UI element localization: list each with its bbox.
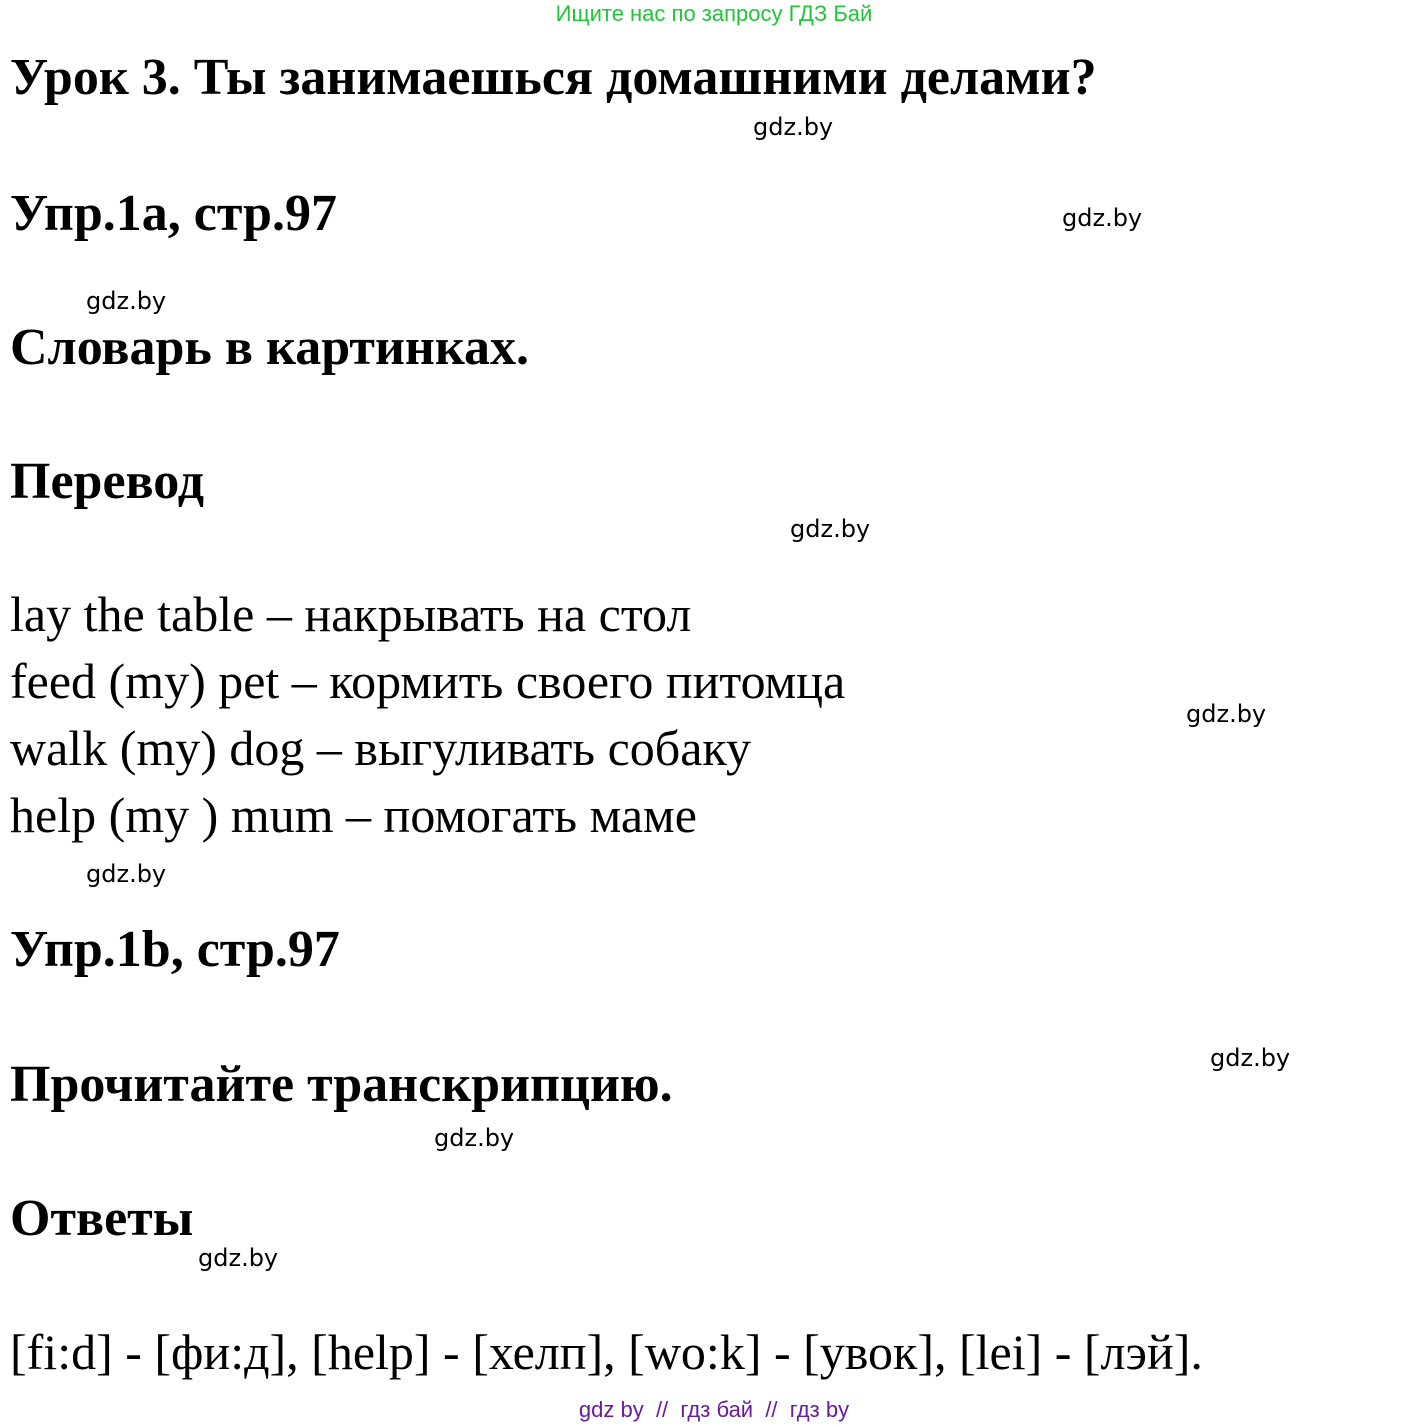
watermark: gdz.by bbox=[1210, 1044, 1291, 1072]
watermark: gdz.by bbox=[1062, 204, 1143, 232]
watermark: gdz.by bbox=[790, 515, 871, 543]
transcription-answer: [fi:d] - [фи:д], [help] - [хелп], [wo:k] - [увок], [lei] - [лэй]. bbox=[10, 1324, 1203, 1380]
exercise-1b-task: Прочитайте транскрипцию. bbox=[10, 1056, 673, 1113]
exercise-1a-heading: Упр.1a, стр.97 bbox=[10, 185, 337, 242]
lesson-title: Урок 3. Ты занимаешься домашними делами? bbox=[10, 49, 1097, 106]
watermark: gdz.by bbox=[86, 287, 167, 315]
exercise-1a-section: Перевод bbox=[10, 453, 205, 510]
top-banner: Ищите нас по запросу ГДЗ Бай bbox=[555, 1, 873, 26]
watermark: gdz.by bbox=[434, 1124, 515, 1152]
bottom-banner: gdz by // гдз бай // гдз by bbox=[578, 1397, 850, 1422]
exercise-1b-section: Ответы bbox=[10, 1190, 194, 1247]
watermark: gdz.by bbox=[753, 113, 834, 141]
watermark: gdz.by bbox=[86, 860, 167, 888]
exercise-1b-heading: Упр.1b, стр.97 bbox=[10, 921, 340, 978]
exercise-1a-task: Словарь в картинках. bbox=[10, 319, 530, 376]
vocab-line: help (my ) mum – помогать маме bbox=[10, 787, 697, 843]
vocab-line: feed (my) pet – кормить своего питомца bbox=[10, 653, 846, 709]
vocab-line: walk (my) dog – выгуливать собаку bbox=[10, 720, 752, 776]
watermark: gdz.by bbox=[1186, 700, 1267, 728]
watermark: gdz.by bbox=[198, 1244, 279, 1272]
vocab-line: lay the table – накрывать на стол bbox=[10, 586, 692, 642]
